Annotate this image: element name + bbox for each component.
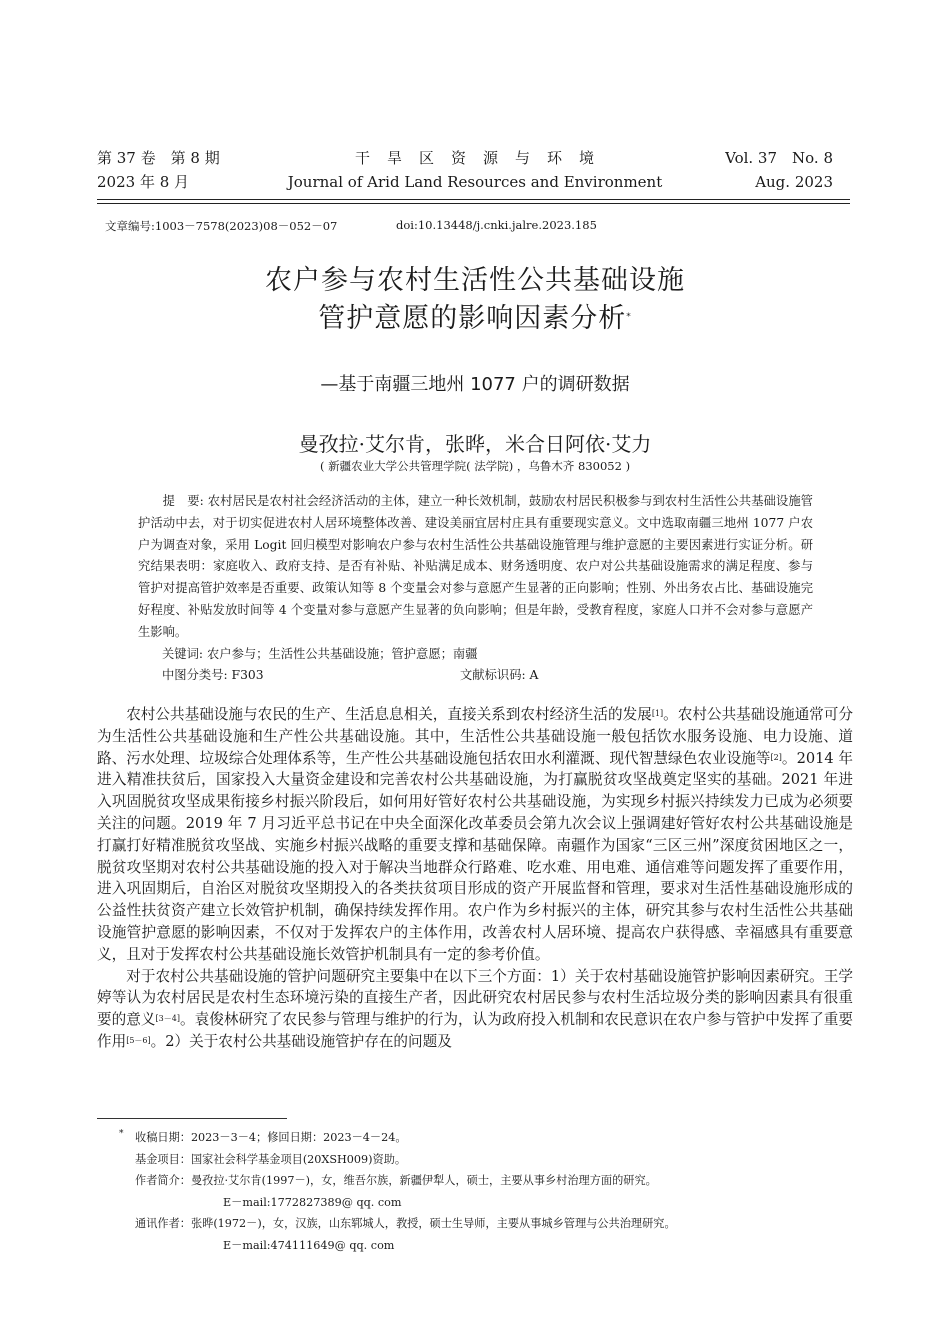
body-text-run: 农村公共基础设施与农民的生产、生活息息相关，直接关系到农村经济生活的发展 — [126, 706, 652, 723]
citation-ref: [2] — [770, 752, 782, 762]
body-text-run: 。2014 年进入精准扶贫后，国家投入大量资金建设和完善农村公共基础设施，为打赢脱贫攻坚战奠定坚实的基础。2021 年进入巩固脱贫攻坚成果衔接乡村振兴阶段后，如何用好管好农村公共基础设施，为实现乡村振兴持续发力已成为必须要关注的问题。2019 年 7 月习近平总书记在中央全面深化改革委员会第九次会议上强调建好管好农村公共基础设施是打赢打好精准脱贫攻坚战、实施乡村振兴战略的重要支撑和基础保障。南疆作为国家“三区三州”深度贫困地区之一，脱贫攻坚期对农村公共基础设施的投入对于解决当地群众行路难、吃水难、用电难、通信难等问题发挥了重要作用，进入巩固期后，自治区对脱贫攻坚期投入的各类扶贫项目形成的资产开展监督和管理，要求对生活性基础设施形成的公益性扶贫资产建立长效管护机制，确保持续发挥作用。农户作为乡村振兴的主体，研究其参与农村生活性公共基础设施管护意愿的影响因素，不仅对于发挥农户的主体作用，改善农村人居环境、提高农户获得感、幸福感具有重要意义，且对于发挥农村公共基础设施长效管护机制具有一定的参考价值。 — [97, 749, 853, 963]
body-text-run: 。2）关于农村公共基础设施管护存在的问题及 — [150, 1032, 452, 1050]
footnote-star: * — [119, 1129, 124, 1139]
first-author-bio: 作者简介：曼孜拉·艾尔肯(1997－)，女，维吾尔族，新疆伊犁人，硕士，主要从事乡村治理方面的研究。 — [135, 1174, 657, 1187]
body-text — [97, 704, 853, 1053]
article-subtitle: —基于南疆三地州 1077 户的调研数据 — [320, 374, 630, 395]
footnote-rule — [97, 1118, 287, 1119]
date-cn: 2023 年 8 月 — [97, 173, 190, 191]
received-date: 收稿日期：2023－3－4；修回日期：2023－4－24。 — [135, 1131, 407, 1144]
body-paragraph-2 — [97, 966, 853, 1053]
keywords: 农户参与；生活性公共基础设施；管护意愿；南疆 — [206, 646, 478, 661]
abstract-paragraph — [138, 491, 813, 644]
journal-title-cn: 干 旱 区 资 源 与 环 境 — [354, 149, 595, 167]
abstract-text: 农村居民是农村社会经济活动的主体，建立一种长效机制，鼓励农村居民积极参与到农村生活性公共基础设施管护活动中去，对于切实促进农村人居环境整体改善、建设美丽宜居村庄具有重要现实意义。文中选取南疆三地州 1077 户农户为调查对象，采用 Logit 回归模型对影响农户参与农村生活性公共基础设施管理与维护意愿的主要因素进行实证分析。研究结果表明：家庭收入、政府支持、是否有补贴、补贴满足成本、财务透明度、农户对公共基础设施需求的满足程度、参与管护对提高管护效率是否重要、政策认知等 8 个变量会对参与意愿产生显著的正向影响；性别、外出务农占比、基础设施完好程度、补贴发放时间等 4 个变量对参与意愿产生显著的负向影响；但是年龄，受教育程度，家庭人口并不会对参与意愿产生影响。 — [138, 494, 813, 639]
header-right — [725, 146, 833, 194]
volume-issue-cn: 第 37 卷 第 8 期 — [97, 149, 220, 167]
title-line-1: 农户参与农村生活性公共基础设施 — [265, 265, 685, 296]
abstract-label: 提 要: — [162, 494, 204, 508]
author-affiliation: ( 新疆农业大学公共管理学院( 法学院) ，乌鲁木齐 830052 ) — [319, 459, 631, 473]
body-paragraph-1 — [97, 704, 853, 966]
body-text-run: 对于农村公共基础设施的管护问题研究主要集中在以下三个方面：1）关于农村基础设施管护影响因素研究。王学婷等认为农村居民是农村生态环境污染的直接生产者，因此研究农村居民参与农村生活垃圾分类的影响因素具有很重要的意义 — [97, 967, 853, 1029]
author-names: 曼孜拉·艾尔肯，张晔，米合日阿依·艾力 — [298, 432, 652, 456]
body-text-run: 。农村公共基础设施通常可分为生活性公共基础设施和生产性公共基础设施。其中，生活性公共基础设施一般包括饮水服务设施、电力设施、道路、污水处理、垃圾综合处理体系等，生产性公共基础设施包括农田水利灌溉、现代智慧绿色农业设施等 — [97, 706, 853, 767]
keywords-line — [138, 644, 813, 666]
classification-line — [138, 665, 813, 687]
header-rule-top — [97, 199, 850, 200]
first-author-email: E－mail:1772827389@ qq. com — [223, 1195, 402, 1209]
header-rule-bottom — [97, 203, 850, 204]
citation-ref: [5－6] — [126, 1035, 151, 1045]
keywords-label: 关键词: — [162, 646, 204, 661]
article-number: 文章编号:1003－7578(2023)08－052－07 — [105, 219, 338, 233]
body-text-run: 。袁俊林研究了农民参与管理与维护的行为，认为政府投入机制和农民意识在农户参与管护中发挥了重要作用 — [97, 1011, 853, 1050]
fund-project: 基金项目：国家社会科学基金项目(20XSH009)资助。 — [135, 1152, 407, 1166]
footnotes — [135, 1127, 855, 1256]
clc-number: 中图分类号: F303 — [162, 668, 264, 683]
citation-ref: [3－4] — [155, 1014, 180, 1024]
article-title — [0, 262, 950, 338]
date-en: Aug. 2023 — [755, 173, 833, 191]
title-line-2-wrap — [0, 300, 950, 338]
corresponding-author-bio: 通讯作者：张晔(1972－)，女，汉族，山东郓城人，教授，硕士生导师，主要从事城乡管理与公共治理研究。 — [135, 1217, 676, 1230]
abstract-block — [138, 491, 813, 687]
journal-title-en: Journal of Arid Land Resources and Environment — [287, 173, 663, 191]
volume-issue-en: Vol. 37 No. 8 — [725, 149, 833, 167]
document-code: 文献标识码: A — [460, 668, 539, 683]
corresponding-author-email: E－mail:474111649@ qq. com — [223, 1238, 395, 1252]
citation-ref: [1] — [651, 709, 664, 718]
title-footnote-mark: * — [626, 312, 632, 322]
title-line-2: 管护意愿的影响因素分析 — [318, 303, 627, 334]
doi: doi:10.13448/j.cnki.jalre.2023.185 — [396, 218, 597, 232]
